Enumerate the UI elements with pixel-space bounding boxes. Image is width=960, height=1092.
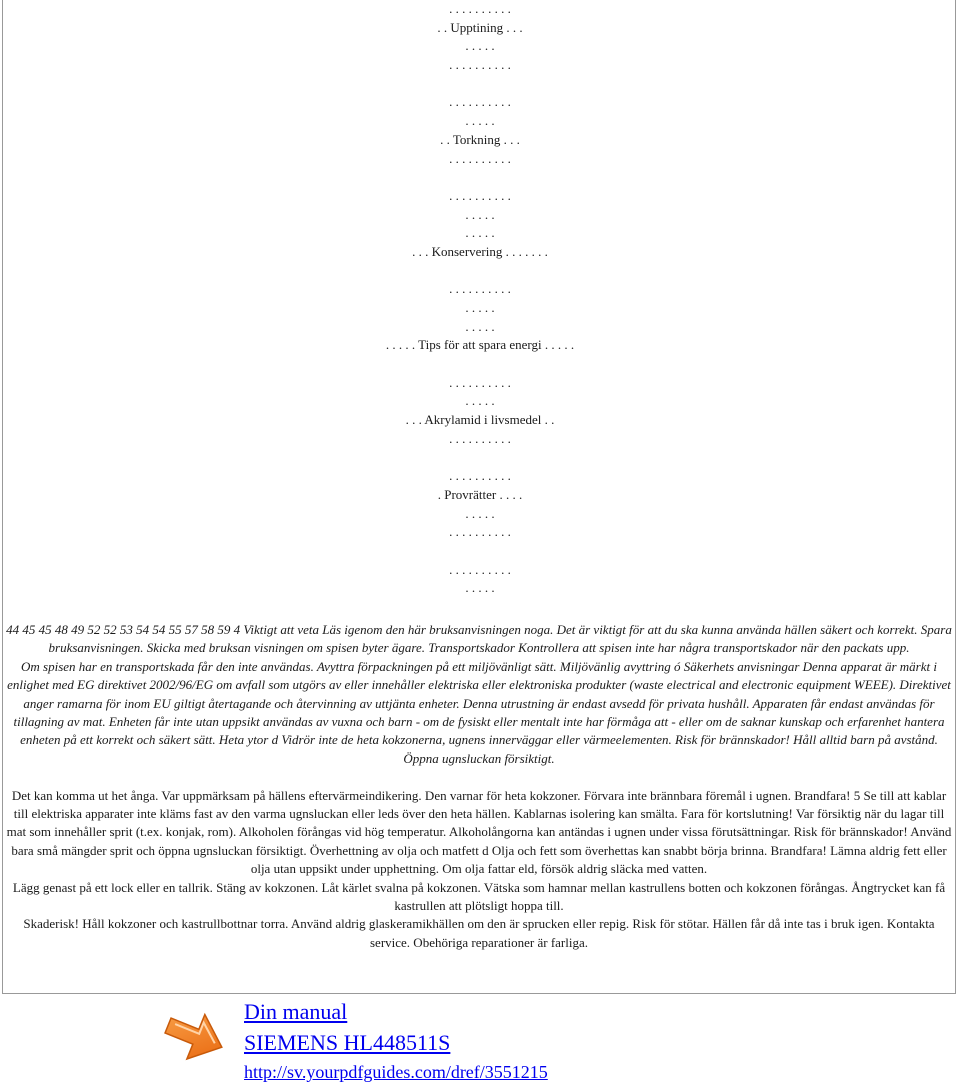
toc-line: . . . . . Tips för att spara energi . . . . . — [385, 337, 575, 353]
model-link[interactable]: SIEMENS HL448511S — [244, 1030, 451, 1055]
toc-line: . . . . . — [465, 318, 495, 334]
toc-line: . . . . . . . . . . — [449, 1, 511, 16]
toc-line: . . . . . — [465, 300, 495, 315]
toc-line: . . . . . . . . . . — [449, 561, 511, 577]
toc-spacer — [0, 542, 960, 561]
paragraph-spacer — [6, 768, 952, 786]
paragraph-heat-warnings: Det kan komma ut het ånga. Var uppmärksam på hällens eftervärmeindikering. Den varnar för heta kokzoner. Förvara inte brännbara föremål i ugnen. Brandfara! 5 Se till att kablar till elektriska apparater inte kläms fast av den varma ugnsluckan eller leds över den heta hällen. Kablarnas isolering kan smälta. Fara för kortslutning! Var försiktig när du lagar till mat som innehåller sprit (t.ex. konjak, rom). Alkoholen förångas vid hög temperatur. Alkoholångorna kan antändas i ugnen under vissa förutsättningar. Risk för brännskador! Använd bara små mängder sprit och öppna ugnsluckan försiktigt. Överhettning av olja och matfett d Olja och fett som överhettas kan snabbt börja brinna. Brandfara! Lämna aldrig fett eller olja utan uppsikt under upphettning. Om olja fattar eld, försök aldrig släcka med vatten. — [6, 787, 952, 877]
orange-arrow-icon — [158, 998, 230, 1070]
toc-spacer — [0, 262, 960, 281]
toc-line: . . . . . — [465, 225, 495, 241]
toc-line: . . . . . — [465, 393, 495, 409]
toc-line: . . . . . — [465, 206, 495, 222]
toc-line: . . . . . . . . . . — [449, 187, 511, 203]
toc-spacer — [0, 168, 960, 187]
toc-spacer — [0, 75, 960, 94]
toc-line: . . . . . . . . . . — [449, 374, 511, 390]
toc-line: . . . Akrylamid i livsmedel . . — [405, 412, 555, 428]
manual-link[interactable]: Din manual — [244, 999, 348, 1024]
paragraph-lid: Lägg genast på ett lock eller en tallrik. Stäng av kokzonen. Låt kärlet svalna på kokzonen. Vätska som hamnar mellan kastrullens botten och kokzonen förångas. Ångtrycket kan få kastrullen att plötsligt hoppa till. — [12, 879, 946, 914]
toc-line: . . . Konservering . . . . . . . — [412, 243, 548, 259]
toc-line: . Provrätter . . . . — [437, 486, 523, 502]
toc-line: . . . . . — [465, 113, 495, 129]
toc-line: . . . . . . . . . . — [449, 281, 511, 297]
toc-line: . . Torkning . . . — [440, 131, 520, 147]
paragraph-injury-risk: Skaderisk! Håll kokzoner och kastrullbottnar torra. Använd aldrig glaskeramikhällen om den är sprucken eller repig. Risk för stötar. Hällen får då inte tas i bruk igen. Kontakta service. Obehöriga reparationer är farliga. — [23, 916, 935, 950]
paragraph-intro: 44 45 45 48 49 52 52 53 54 54 55 57 58 59 4 Viktigt att veta Läs igenom den här bruksanvisningen noga. Det är viktigt för att du ska kunna använda hällen säkert och korrekt. Spara bruksanvisningen. Skicka med bruksan visningen om spisen byter ägare. Transportskador Kontrollera att spisen inte har några transportskador när den packats upp. — [6, 622, 952, 656]
toc-line: . . . . . — [465, 580, 495, 596]
toc-line: . . . . . . . . . . — [449, 524, 511, 540]
toc-spacer — [0, 449, 960, 468]
footer-links — [244, 996, 548, 1085]
manual-body-text — [6, 621, 952, 952]
paragraph-safety: Om spisen har en transportskada får den inte användas. Avyttra förpackningen på ett miljövänligt sätt. Miljövänlig avyttring ó Säkerhets anvisningar Denna apparat är märkt i enlighet med EG direktivet 2002/96/EG om avfall som utgörs av eller innehåller elektriska eller elektroniska produkter (waste electrical and electronic equipment WEEE). Direktivet anger ramarna för inom EU giltigt återtagande och återvinning av uttjänta enheter. Denna utrustning är endast avsedd för privata hushåll. Apparaten får endast användas för tillagning av mat. Enheten får inte utan uppsikt användas av vuxna och barn - om de fysiskt eller mentalt inte har förmåga att - eller om de saknar kunskap och erfarenhet hantera enheten på ett korrekt och säkert sätt. Heta ytor d Vidrör inte de heta kokzonerna, ugnens innerväggar eller värmeelementen. Risk för brännskador! Håll alltid barn på avstånd. Öppna ugnsluckan försiktigt. — [7, 658, 951, 766]
url-link[interactable]: http://sv.yourpdfguides.com/dref/3551215 — [244, 1062, 548, 1082]
toc-line: . . . . . — [465, 38, 495, 54]
toc-line: . . . . . . . . . . — [449, 430, 511, 446]
toc-line: . . . . . . . . . . — [449, 468, 511, 484]
toc-line: . . . . . — [465, 505, 495, 521]
toc-line: . . Upptining . . . — [437, 19, 523, 35]
toc-line: . . . . . . . . . . — [449, 94, 511, 110]
toc-spacer — [0, 355, 960, 374]
toc-line: . . . . . . . . . . — [449, 57, 511, 73]
toc-line: . . . . . . . . . . — [449, 150, 511, 166]
footer — [0, 994, 960, 1092]
